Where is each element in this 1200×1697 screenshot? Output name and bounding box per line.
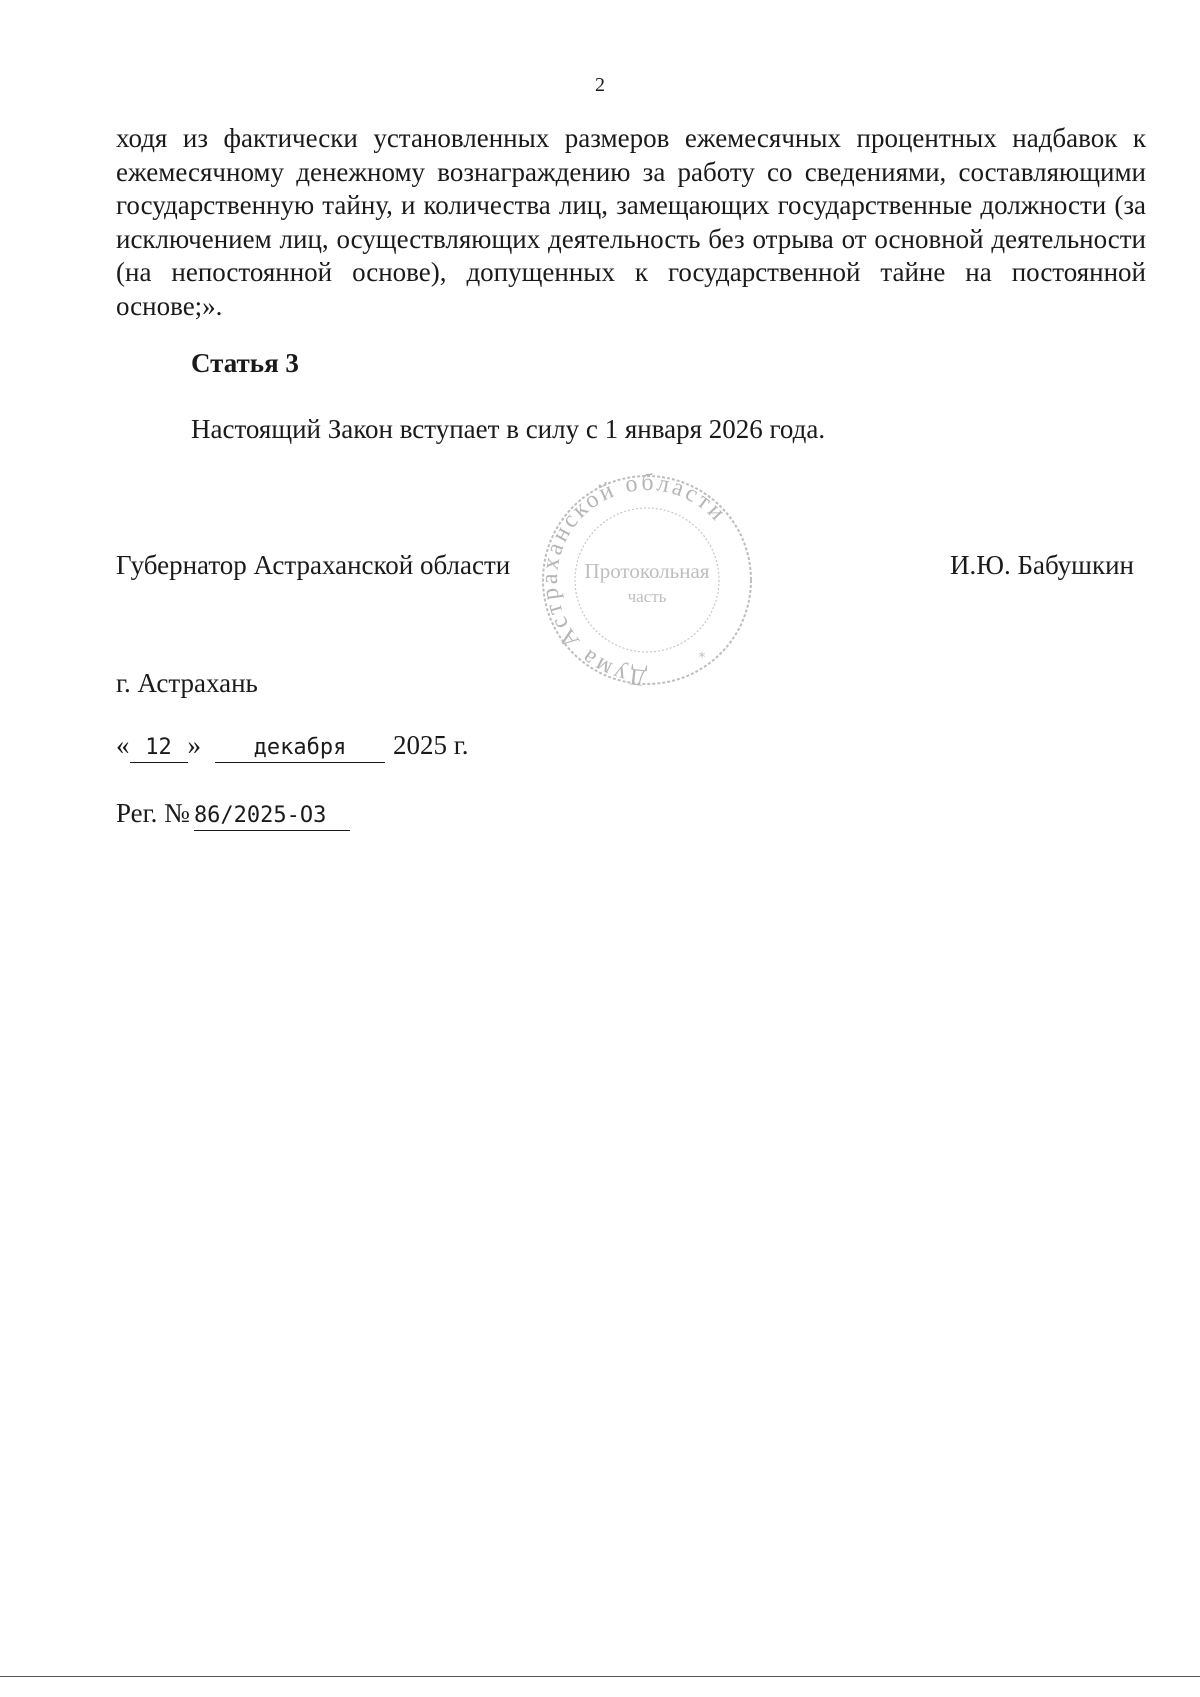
date-year: 2025 г.: [393, 730, 469, 760]
stamp-ring-text: Дума Астраханской области: [536, 470, 732, 690]
signature-position: Губернатор Астраханской области: [116, 550, 511, 580]
registration-number: [116, 798, 350, 831]
date-month: декабря: [215, 734, 385, 763]
date-open-quote: «: [116, 730, 130, 760]
signing-date: [116, 730, 469, 763]
stamp-center-line2: часть: [627, 587, 667, 606]
stamp-star-icon: *: [698, 650, 706, 666]
body-paragraph: [116, 122, 1146, 324]
date-close-quote: »: [187, 730, 201, 760]
article-text: Настоящий Закон вступает в силу с 1 января 2026 года.: [191, 414, 826, 444]
official-stamp: [532, 470, 762, 690]
page-number: 2: [595, 74, 605, 96]
date-day: 12: [130, 734, 188, 763]
registration-value: 86/2025-ОЗ: [194, 802, 350, 831]
registration-label: Рег. №: [116, 798, 190, 828]
stamp-center-line1: Протокольная: [584, 559, 710, 583]
page-bottom-divider: [0, 1676, 1200, 1677]
body-paragraph-text: ходя из фактически установленных размеров ежемесячных процентных надбавок к ежемесячному денежному вознаграждению за работу со сведениями, составляющими государственную тайну, и количества лиц, замещающих государственные должности (за исключением лиц, осуществляющих деятельность без отрыва от основной деятельности (на непостоянной основе), допущенных к государственной тайне на постоянной основе;».: [116, 123, 1146, 321]
article-title: Статья 3: [191, 348, 299, 378]
signing-city: г. Астрахань: [116, 668, 258, 698]
signature-name: И.Ю. Бабушкин: [949, 550, 1134, 580]
